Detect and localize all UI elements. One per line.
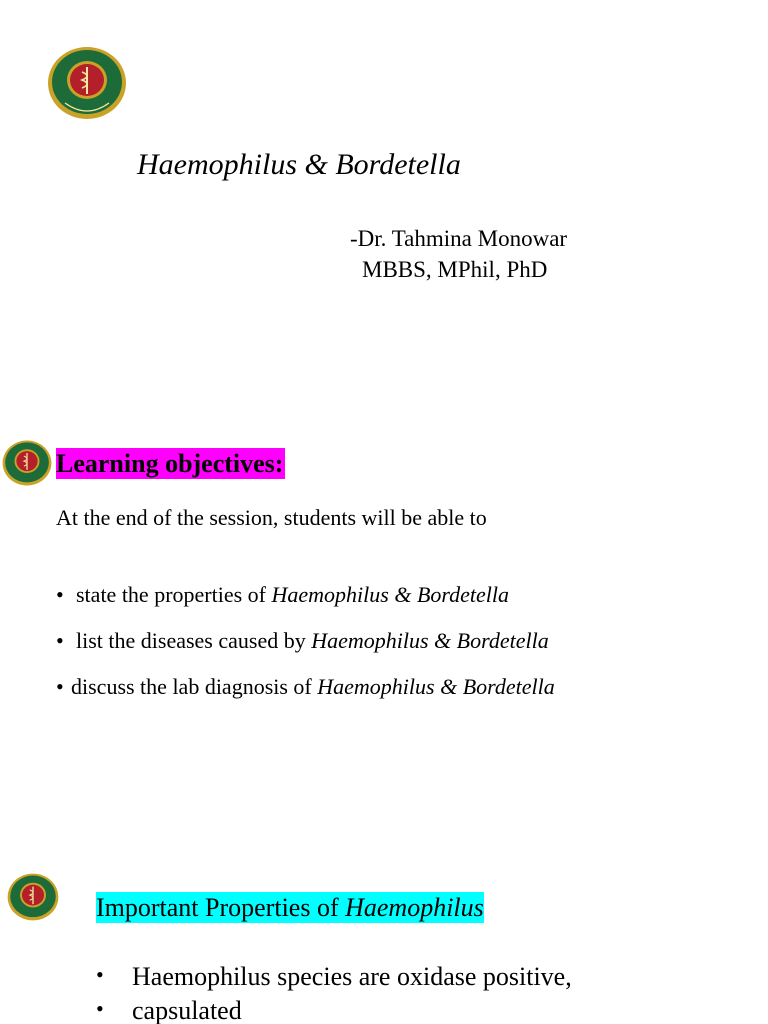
properties-heading <box>96 892 484 923</box>
objective-item <box>56 582 509 608</box>
college-emblem-icon <box>2 438 52 488</box>
objective-text: discuss the lab diagnosis of <box>71 674 318 699</box>
author-degrees: MBBS, MPhil, PhD <box>362 257 548 282</box>
bullet: • <box>96 962 104 987</box>
slide-title: Haemophilus & Bordetella <box>137 148 461 181</box>
bullet: • <box>56 674 64 699</box>
property-text: capsulated <box>132 996 242 1024</box>
bullet: • <box>56 628 64 653</box>
objectives-heading: Learning objectives: <box>56 449 284 478</box>
property-text: Haemophilus species are oxidase positive, <box>132 962 572 991</box>
objectives-intro: At the end of the session, students will be able to <box>56 505 487 530</box>
objective-text: list the diseases caused by <box>76 628 312 653</box>
property-item <box>96 996 242 1024</box>
properties-heading-prefix: Important Properties of <box>96 893 346 922</box>
property-item <box>96 962 572 992</box>
author-name: -Dr. Tahmina Monowar <box>350 226 568 251</box>
objective-organism: Haemophilus & Bordetella <box>317 674 555 699</box>
bullet: • <box>96 996 104 1021</box>
college-emblem-icon <box>7 871 59 923</box>
college-emblem-icon <box>47 45 127 121</box>
objective-text: state the properties of <box>76 582 272 607</box>
bullet: • <box>56 582 64 607</box>
objective-organism: Haemophilus & Bordetella <box>311 628 549 653</box>
objective-item <box>56 674 555 700</box>
objective-organism: Haemophilus & Bordetella <box>271 582 509 607</box>
properties-heading-organism: Haemophilus <box>345 893 484 922</box>
objective-item <box>56 628 549 654</box>
